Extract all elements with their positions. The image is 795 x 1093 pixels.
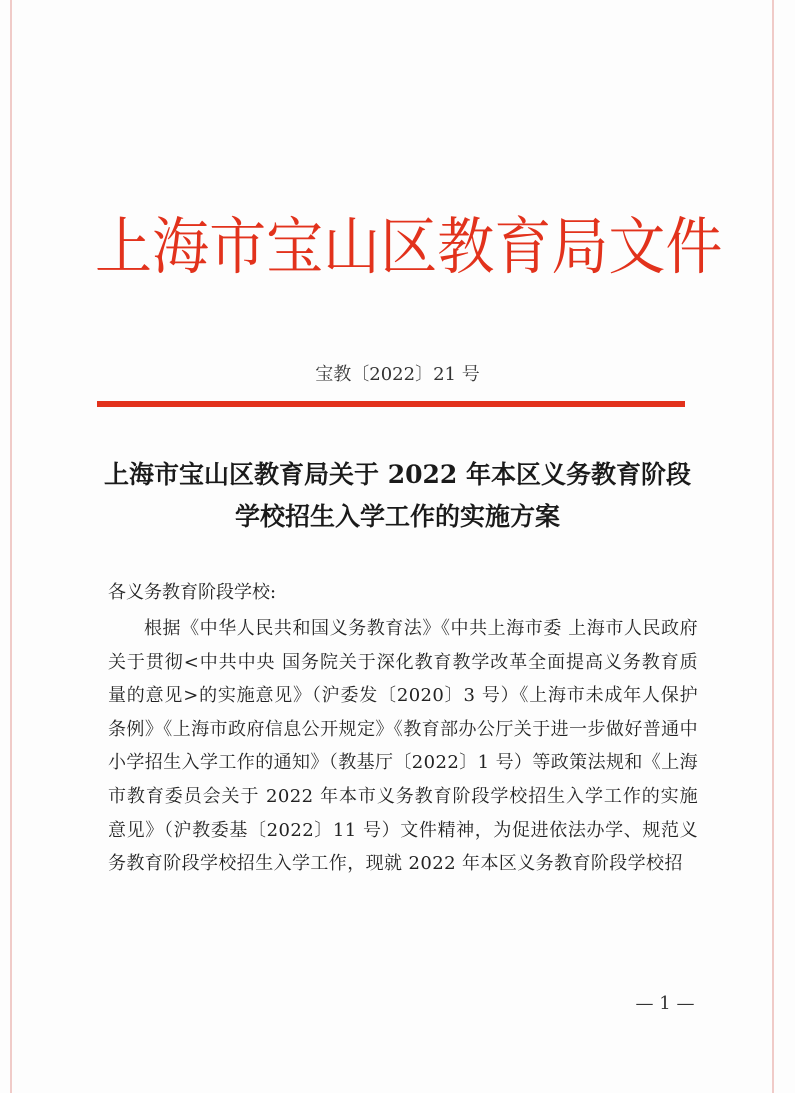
addressee-line: 各义务教育阶段学校: bbox=[108, 582, 277, 603]
document-title: 上海市宝山区教育局关于 2022 年本区义务教育阶段学校招生入学工作的实施方案 bbox=[104, 460, 691, 531]
document-number: 宝教〔2022〕21 号 bbox=[315, 364, 480, 385]
issuer-header-title: 上海市宝山区教育局文件 bbox=[95, 210, 723, 283]
page-number: — 1 — bbox=[635, 993, 695, 1014]
body-paragraph: 根据《中华人民共和国义务教育法》《中共上海市委 上海市人民政府关于贯彻<中共中央 国务院关于深化教育教学改革全面提高义务教育质量的意见>的实施意见》（沪委发〔2020〕3 号）《上海市未成年人保护条例》《上海市政府信息公开规定》《教育部办公厅关于进一步做好普通中小学招生入学工作的通知》（教基厅〔2022〕1 号）等政策法规和《上海市教育委员会关于 2022 年本市义务教育阶段学校招生入学工作的实施意见》（沪教委基〔2022〕11 号）文件精神，为促进依法办学、规范义务教育阶段学校招生入学工作，现就 2022 年本区义务教育阶段学校招 bbox=[108, 618, 698, 875]
right-binding-line bbox=[772, 0, 774, 1093]
red-separator-rule bbox=[97, 401, 685, 407]
left-binding-line bbox=[10, 0, 12, 1093]
